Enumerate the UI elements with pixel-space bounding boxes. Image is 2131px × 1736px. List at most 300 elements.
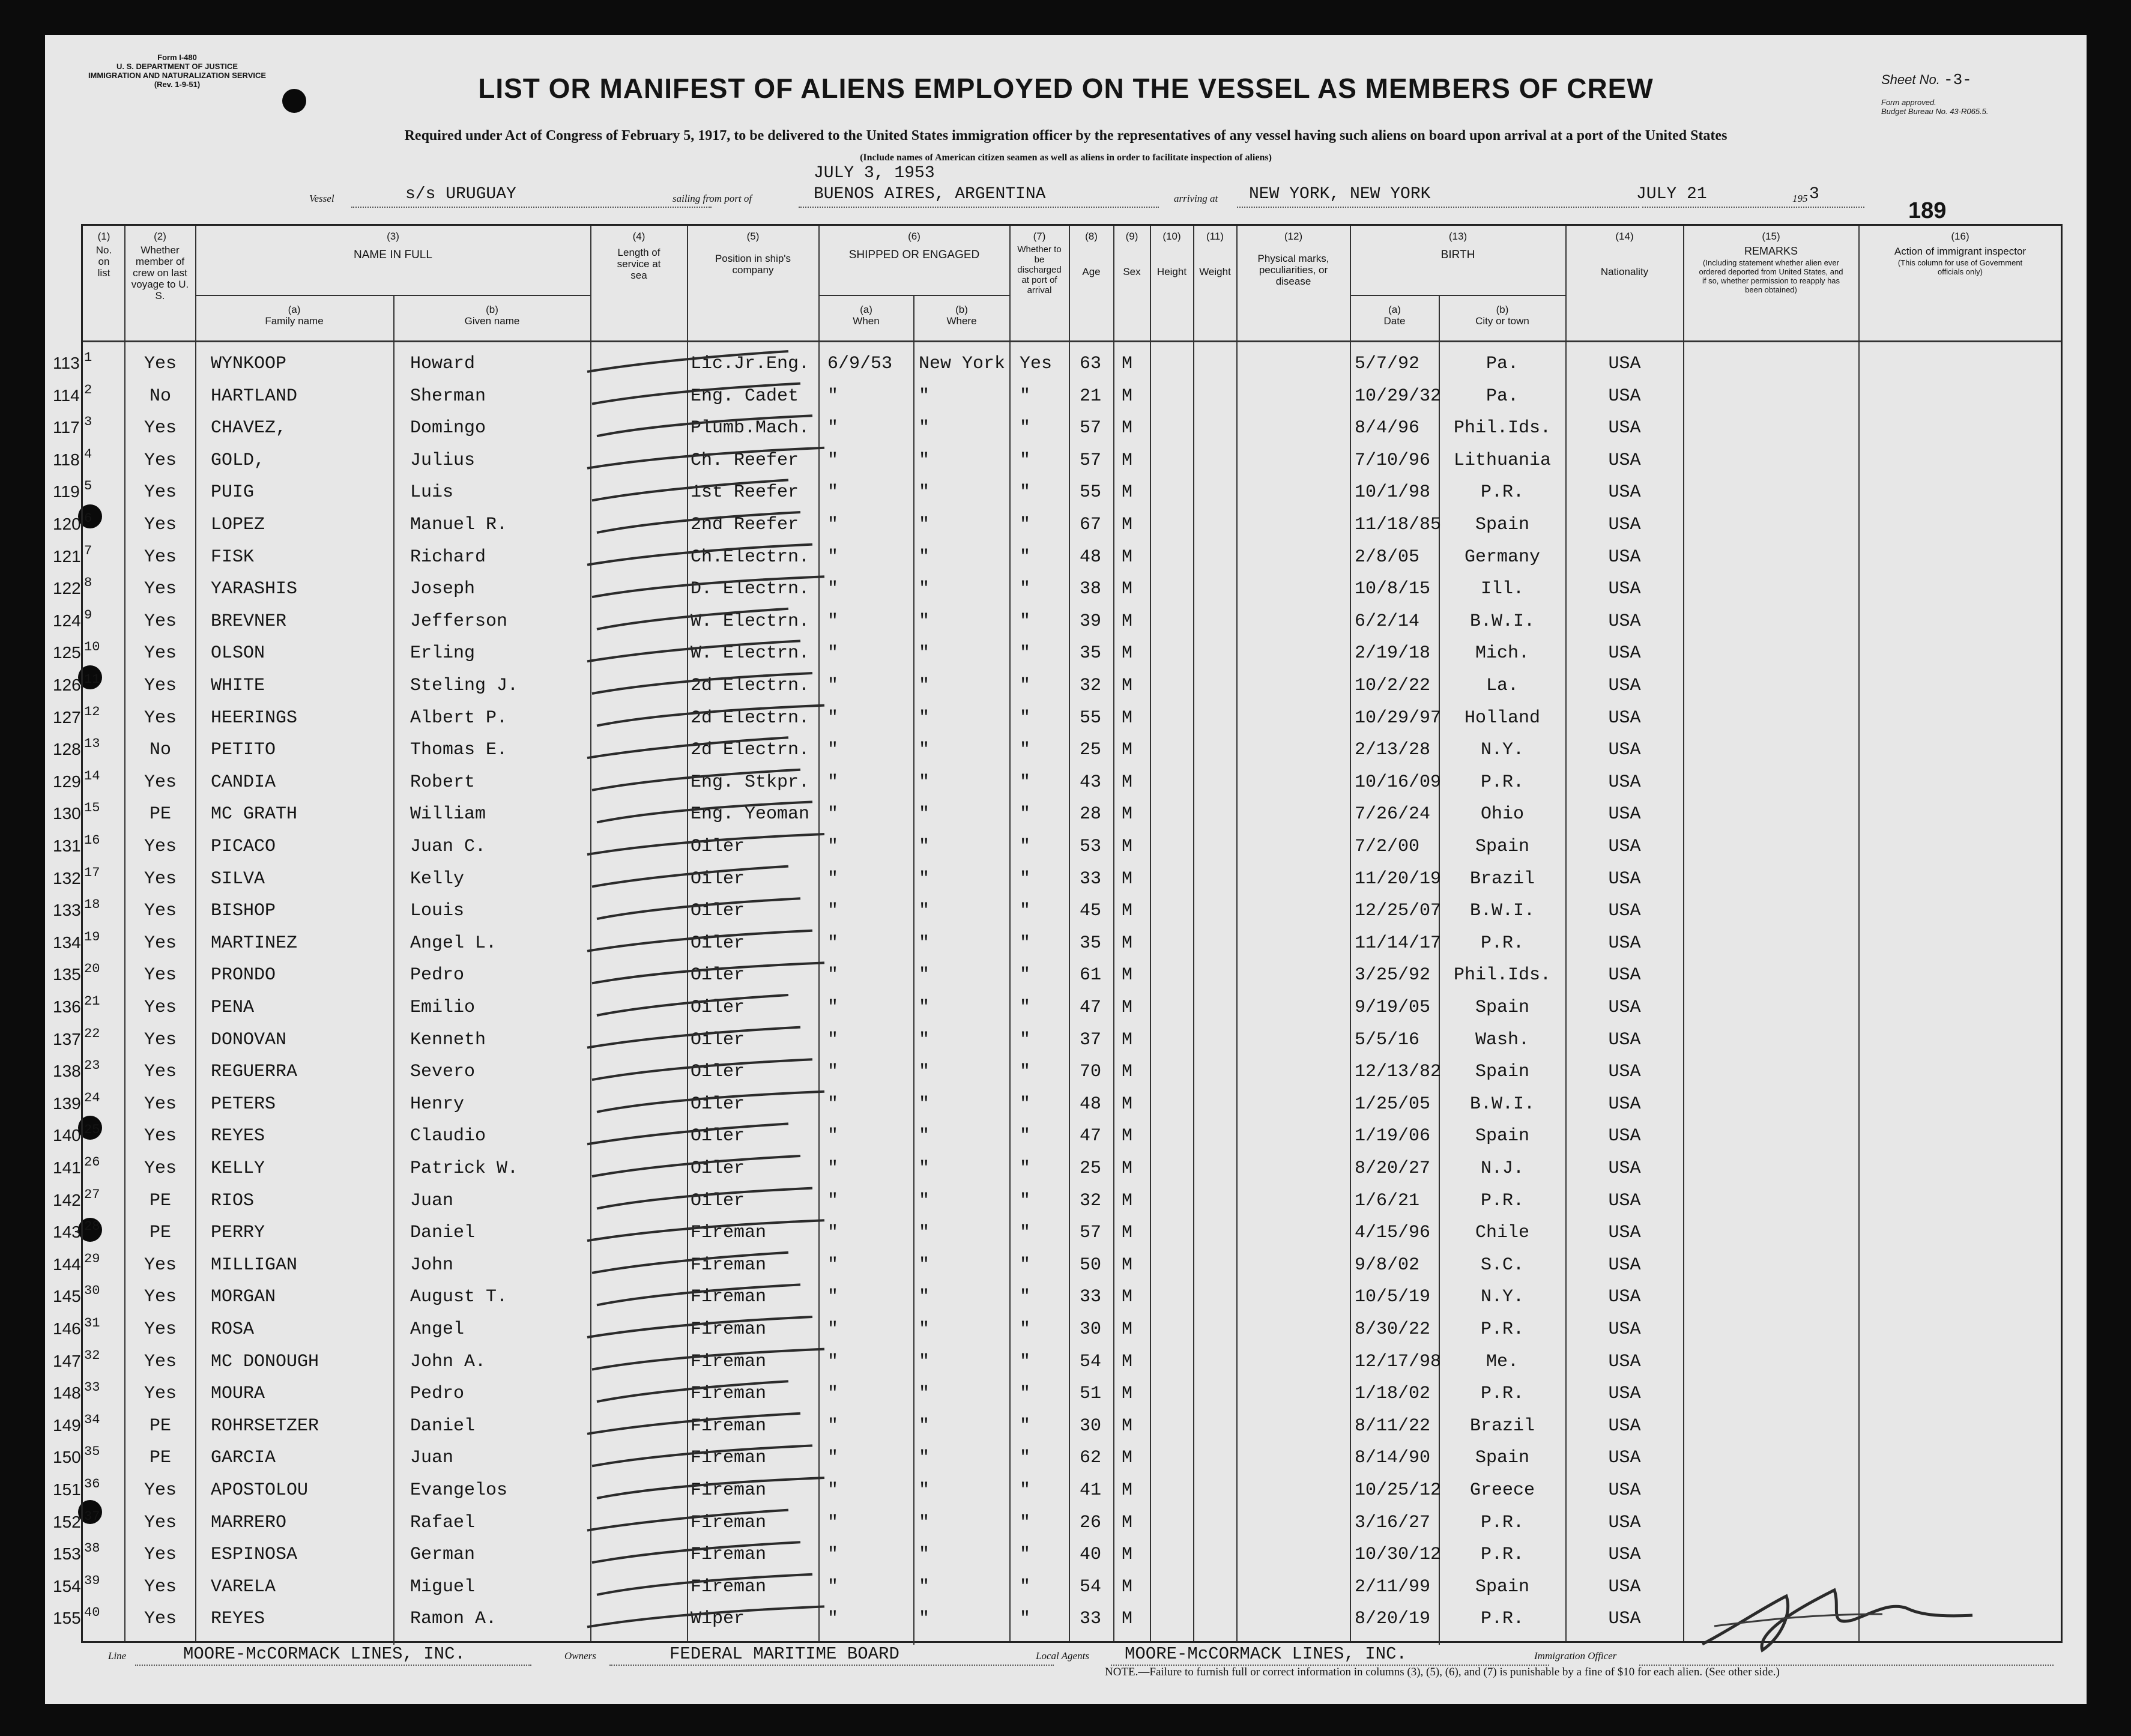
row-when: " (827, 1223, 839, 1244)
row-family: YARASHIS (211, 579, 298, 600)
col-position-header: (5) Position in ship's company (715, 231, 791, 276)
row-bplace: Spain (1475, 836, 1529, 857)
row-bplace: B.W.I. (1469, 901, 1535, 922)
row-bplace: Holland (1464, 707, 1541, 728)
row-when: " (827, 933, 839, 954)
row-prev: Yes (144, 1126, 177, 1147)
row-discharge: " (1020, 707, 1031, 728)
row-discharge: " (1020, 1062, 1031, 1083)
row-bplace: Ill. (1480, 579, 1524, 600)
table-row (53, 1026, 2061, 1062)
pencil-page-number: 189 (1908, 198, 1947, 223)
row-discharge: " (1020, 386, 1031, 407)
row-where: " (919, 1544, 930, 1565)
row-ref-number: 113 (53, 354, 80, 372)
owners-value: FEDERAL MARITIME BOARD (670, 1644, 899, 1664)
row-list-number: 32 (84, 1347, 100, 1363)
row-list-number: 15 (84, 800, 100, 816)
row-when: " (827, 1609, 839, 1630)
row-family: SILVA (211, 868, 265, 889)
row-nat: USA (1608, 1512, 1641, 1533)
row-nat: USA (1608, 676, 1641, 696)
pencil-stroke (587, 931, 812, 951)
row-prev: Yes (144, 611, 177, 632)
row-bplace: Spain (1475, 997, 1529, 1018)
officer-label: Immigration Officer (1534, 1650, 1617, 1662)
row-list-number: 20 (84, 961, 100, 977)
row-given: Pedro (410, 1384, 465, 1405)
row-where: " (919, 1351, 930, 1372)
row-where: New York (919, 354, 1006, 374)
row-family: GARCIA (211, 1448, 276, 1469)
row-position: Fireman (691, 1384, 767, 1405)
pencil-stroke (597, 802, 812, 825)
row-prev: PE (149, 1415, 171, 1436)
row-bdate: 7/2/00 (1355, 836, 1420, 857)
row-nat: USA (1608, 482, 1641, 503)
row-position: Oiler (691, 901, 745, 922)
row-family: PRONDO (211, 965, 276, 986)
row-list-number: 37 (84, 1508, 100, 1524)
row-ref-number: 130 (53, 804, 81, 823)
row-discharge: " (1020, 868, 1031, 889)
col-sex-header: (9) Sex (1123, 231, 1141, 277)
row-bdate: 5/7/92 (1355, 354, 1420, 374)
table-row (53, 1347, 2061, 1384)
row-ref-number: 119 (53, 482, 80, 501)
row-bplace: Brazil (1469, 868, 1535, 889)
crew-table (53, 224, 2063, 1643)
row-nat: USA (1608, 965, 1641, 986)
line-value: MOORE-McCORMACK LINES, INC. (183, 1644, 465, 1664)
row-bplace: Mich. (1475, 643, 1529, 664)
row-when: " (827, 482, 839, 503)
service: IMMIGRATION AND NATURALIZATION SERVICE (88, 71, 267, 80)
row-family: ROHRSETZER (211, 1415, 319, 1436)
row-nat: USA (1608, 1415, 1641, 1436)
row-sex: M (1122, 611, 1133, 632)
row-age: 57 (1080, 418, 1102, 439)
row-when: " (827, 1029, 839, 1050)
row-when: " (827, 611, 839, 632)
row-given: John A. (410, 1351, 486, 1372)
row-position: Fireman (691, 1254, 767, 1275)
row-list-number: 10 (84, 640, 100, 655)
row-discharge: " (1020, 1223, 1031, 1244)
row-bplace: Spain (1475, 1126, 1529, 1147)
row-discharge: " (1020, 804, 1031, 825)
row-where: " (919, 1448, 930, 1469)
row-bdate: 4/15/96 (1355, 1223, 1431, 1244)
row-position: 2d Electrn. (691, 676, 810, 696)
row-nat: USA (1608, 1126, 1641, 1147)
row-prev: PE (149, 1223, 171, 1244)
row-age: 30 (1080, 1319, 1102, 1340)
row-list-number: 1 (84, 350, 92, 365)
row-nat: USA (1608, 1158, 1641, 1179)
row-bdate: 8/30/22 (1355, 1319, 1431, 1340)
row-nat: USA (1608, 772, 1641, 793)
page-title: LIST OR MANIFEST OF ALIENS EMPLOYED ON THE VESSEL AS MEMBERS OF CREW (478, 73, 1654, 104)
row-prev: Yes (144, 1254, 177, 1275)
row-given: Pedro (410, 965, 465, 986)
table-row (53, 1090, 2061, 1126)
row-prev: Yes (144, 772, 177, 793)
row-prev: PE (149, 1190, 171, 1211)
row-age: 38 (1080, 579, 1102, 600)
row-position: Oiler (691, 965, 745, 986)
row-list-number: 38 (84, 1541, 100, 1556)
table-row (53, 865, 2061, 901)
row-list-number: 36 (84, 1477, 100, 1492)
row-list-number: 2 (84, 382, 92, 398)
row-when: " (827, 1158, 839, 1179)
row-position: Lic.Jr.Eng. (691, 354, 810, 374)
row-bplace: La. (1486, 676, 1519, 696)
row-ref-number: 136 (53, 997, 81, 1016)
row-bdate: 1/25/05 (1355, 1093, 1431, 1114)
row-prev: Yes (144, 354, 177, 374)
row-ref-number: 144 (53, 1254, 81, 1274)
row-nat: USA (1608, 643, 1641, 664)
row-position: Oiler (691, 997, 745, 1018)
row-position: Oiler (691, 1062, 745, 1083)
row-list-number: 35 (84, 1444, 100, 1460)
row-given: Louis (410, 901, 465, 922)
row-ref-number: 120 (53, 515, 81, 533)
row-age: 62 (1080, 1448, 1102, 1469)
pencil-stroke (592, 963, 824, 986)
row-age: 25 (1080, 1158, 1102, 1179)
pencil-stroke (587, 351, 788, 372)
row-age: 51 (1080, 1384, 1102, 1405)
row-ref-number: 138 (53, 1062, 81, 1081)
form-number: Form I-480 (157, 53, 197, 62)
row-age: 57 (1080, 1223, 1102, 1244)
row-sex: M (1122, 546, 1133, 567)
row-discharge: " (1020, 1544, 1031, 1565)
row-position: Plumb.Mach. (691, 418, 810, 439)
table-row (53, 1380, 2061, 1415)
row-discharge: " (1020, 1093, 1031, 1114)
row-sex: M (1122, 707, 1133, 728)
row-family: PENA (211, 997, 255, 1018)
row-ref-number: 150 (53, 1448, 81, 1467)
row-prev: Yes (144, 1609, 177, 1630)
row-position: Wiper (691, 1609, 745, 1630)
row-position: Fireman (691, 1319, 767, 1340)
row-ref-number: 153 (53, 1544, 81, 1564)
pencil-stroke (597, 609, 788, 629)
row-family: MC GRATH (211, 804, 298, 825)
pencil-stroke (587, 1220, 824, 1244)
row-given: German (410, 1544, 476, 1565)
row-position: Eng. Yeoman (691, 804, 810, 825)
table-row (53, 1316, 2061, 1351)
col-shipped-header: (6) SHIPPED OR ENGAGED (848, 231, 980, 261)
row-when: " (827, 1415, 839, 1436)
row-nat: USA (1608, 933, 1641, 954)
row-when: " (827, 579, 839, 600)
row-ref-number: 132 (53, 868, 81, 888)
vessel-label: Vessel (309, 193, 334, 204)
row-bplace: Spain (1475, 515, 1529, 535)
row-family: MOURA (211, 1384, 265, 1405)
row-position: Fireman (691, 1351, 767, 1372)
row-bplace: Spain (1475, 1448, 1529, 1469)
row-family: PERRY (211, 1223, 265, 1244)
row-bplace: Chile (1475, 1223, 1529, 1244)
row-position: 1st Reefer (691, 482, 799, 503)
row-bdate: 11/20/19 (1355, 868, 1442, 889)
row-bplace: Me. (1486, 1351, 1519, 1372)
row-ref-number: 117 (53, 418, 80, 437)
row-family: MARRERO (211, 1512, 287, 1533)
row-list-number: 31 (84, 1316, 100, 1331)
row-list-number: 17 (84, 865, 100, 880)
row-sex: M (1122, 836, 1133, 857)
table-row (53, 672, 2061, 707)
sheet-value: -3- (1943, 71, 1972, 89)
row-list-number: 25 (84, 1122, 100, 1138)
row-sex: M (1122, 1190, 1133, 1211)
row-ref-number: 129 (53, 772, 81, 791)
row-prev: No (149, 740, 171, 761)
revision: (Rev. 1-9-51) (154, 80, 201, 89)
pencil-stroke (597, 1092, 824, 1112)
act-statement: Required under Act of Congress of February 5, 1917, to be delivered to the United States immigration officer by the representatives of any vessel having such aliens on board upon arrival at a port of the United States (404, 128, 1727, 144)
row-age: 25 (1080, 740, 1102, 761)
row-prev: Yes (144, 707, 177, 728)
agents-label: Local Agents (1036, 1650, 1089, 1662)
row-position: 2d Electrn. (691, 707, 810, 728)
row-ref-number: 124 (53, 611, 81, 630)
row-nat: USA (1608, 836, 1641, 857)
row-prev: Yes (144, 997, 177, 1018)
row-ref-number: 121 (53, 546, 81, 566)
row-bdate: 3/25/92 (1355, 965, 1431, 986)
row-age: 33 (1080, 1287, 1102, 1308)
row-position: Oiler (691, 836, 745, 857)
row-family: APOSTOLOU (211, 1480, 309, 1501)
row-prev: Yes (144, 1158, 177, 1179)
row-sex: M (1122, 997, 1133, 1018)
row-sex: M (1122, 1158, 1133, 1179)
table-row (53, 833, 2061, 868)
pencil-stroke (587, 1606, 824, 1630)
row-list-number: 13 (84, 736, 100, 752)
row-given: Julius (410, 450, 476, 471)
row-bdate: 8/4/96 (1355, 418, 1420, 439)
sailing-label: sailing from port of (673, 193, 752, 204)
row-given: Richard (410, 546, 486, 567)
row-age: 33 (1080, 1609, 1102, 1630)
row-given: Howard (410, 354, 476, 374)
row-when: " (827, 1254, 839, 1275)
row-age: 67 (1080, 515, 1102, 535)
row-when: " (827, 515, 839, 535)
row-sex: M (1122, 450, 1133, 471)
row-given: Robert (410, 772, 476, 793)
row-bdate: 2/13/28 (1355, 740, 1431, 761)
row-family: REYES (211, 1126, 265, 1147)
row-family: MORGAN (211, 1287, 276, 1308)
row-prev: Yes (144, 901, 177, 922)
arrival-date: JULY 21 (1636, 185, 1707, 204)
pencil-stroke (592, 384, 800, 404)
row-bplace: Phil.Ids. (1453, 965, 1552, 986)
row-where: " (919, 740, 930, 761)
row-position: Fireman (691, 1512, 767, 1533)
row-nat: USA (1608, 1190, 1641, 1211)
row-nat: USA (1608, 579, 1641, 600)
row-ref-number: 131 (53, 836, 81, 855)
row-nat: USA (1608, 418, 1641, 439)
col-no-header: (1) No. on list (95, 231, 112, 279)
row-bdate: 8/20/19 (1355, 1609, 1431, 1630)
row-where: " (919, 933, 930, 954)
row-list-number: 8 (84, 575, 92, 591)
row-list-number: 23 (84, 1058, 100, 1074)
row-sex: M (1122, 740, 1133, 761)
col-height-header: (10) Height (1156, 231, 1187, 277)
pencil-stroke (592, 480, 788, 500)
row-prev: Yes (144, 579, 177, 600)
row-family: MILLIGAN (211, 1254, 298, 1275)
row-ref-number: 151 (53, 1480, 81, 1499)
row-discharge: " (1020, 1384, 1031, 1405)
col-given-name-header: (b) Given name (464, 304, 520, 327)
row-list-number: 11 (84, 672, 100, 687)
row-sex: M (1122, 676, 1133, 696)
row-when: " (827, 1062, 839, 1083)
row-where: " (919, 1158, 930, 1179)
row-given: Erling (410, 643, 476, 664)
row-when: " (827, 1351, 839, 1372)
col-where-header: (b) Where (946, 304, 977, 327)
row-when: " (827, 772, 839, 793)
row-when: " (827, 707, 839, 728)
row-age: 47 (1080, 1126, 1102, 1147)
row-bplace: P.R. (1480, 933, 1524, 954)
row-list-number: 6 (84, 511, 92, 526)
row-age: 32 (1080, 676, 1102, 696)
row-given: Angel (410, 1319, 465, 1340)
table-row (53, 382, 2061, 418)
row-ref-number: 145 (53, 1287, 81, 1306)
table-row (53, 479, 2061, 514)
row-where: " (919, 611, 930, 632)
row-nat: USA (1608, 1448, 1641, 1469)
row-when: " (827, 1480, 839, 1501)
pencil-stroke (592, 1445, 812, 1469)
row-age: 48 (1080, 1093, 1102, 1114)
row-sex: M (1122, 1448, 1133, 1469)
pencil-stroke (597, 1381, 788, 1405)
col-nationality-header: (14) Nationality (1600, 231, 1649, 277)
row-prev: Yes (144, 1029, 177, 1050)
row-bdate: 10/16/09 (1355, 772, 1442, 793)
row-bdate: 8/20/27 (1355, 1158, 1431, 1179)
row-ref-number: 122 (53, 579, 81, 598)
row-bdate: 12/17/98 (1355, 1351, 1442, 1372)
row-where: " (919, 482, 930, 503)
row-sex: M (1122, 643, 1133, 664)
row-nat: USA (1608, 1609, 1641, 1630)
row-sex: M (1122, 965, 1133, 986)
row-ref-number: 146 (53, 1319, 81, 1338)
row-list-number: 14 (84, 768, 100, 784)
row-discharge: " (1020, 772, 1031, 793)
row-position: 2d Electrn. (691, 740, 810, 761)
row-nat: USA (1608, 546, 1641, 567)
row-bplace: Spain (1475, 1062, 1529, 1083)
row-when: " (827, 546, 839, 567)
row-discharge: " (1020, 515, 1031, 535)
row-when: 6/9/53 (827, 354, 893, 374)
row-list-number: 19 (84, 929, 100, 945)
row-nat: USA (1608, 997, 1641, 1018)
row-sex: M (1122, 901, 1133, 922)
row-discharge: " (1020, 1512, 1031, 1533)
row-nat: USA (1608, 354, 1641, 374)
row-age: 70 (1080, 1062, 1102, 1083)
line-label: Line (108, 1650, 127, 1662)
row-position: Oiler (691, 1158, 745, 1179)
arriving-label: arriving at (1174, 193, 1218, 204)
row-when: " (827, 676, 839, 696)
table-row (53, 1058, 2061, 1093)
row-position: Ch. Reefer (691, 450, 799, 471)
row-family: BREVNER (211, 611, 287, 632)
table-row (53, 961, 2061, 997)
row-list-number: 21 (84, 994, 100, 1009)
row-age: 61 (1080, 965, 1102, 986)
row-bdate: 10/30/12 (1355, 1544, 1442, 1565)
row-family: PICACO (211, 836, 276, 857)
row-prev: Yes (144, 933, 177, 954)
row-bdate: 2/19/18 (1355, 643, 1431, 664)
row-list-number: 27 (84, 1187, 100, 1202)
row-nat: USA (1608, 1480, 1641, 1501)
row-bplace: Greece (1469, 1480, 1535, 1501)
pencil-stroke (592, 1059, 812, 1083)
row-nat: USA (1608, 1576, 1641, 1597)
row-bplace: N.J. (1480, 1158, 1524, 1179)
pencil-stroke (592, 576, 824, 600)
pencil-stroke (587, 834, 824, 854)
col-discharge-header: (7) Whether to be discharged at port of arrival (1017, 231, 1062, 295)
table-row (53, 350, 2061, 386)
row-family: VARELA (211, 1576, 276, 1597)
row-discharge: Yes (1020, 354, 1053, 374)
row-where: " (919, 450, 930, 471)
row-prev: Yes (144, 1576, 177, 1597)
row-when: " (827, 1190, 839, 1211)
vessel-value: s/s URUGUAY (405, 185, 516, 204)
row-position: Oiler (691, 1029, 745, 1050)
table-row (53, 929, 2061, 965)
pencil-stroke (597, 1574, 812, 1595)
row-ref-number: 114 (53, 386, 80, 405)
row-bdate: 7/26/24 (1355, 804, 1431, 825)
row-discharge: " (1020, 450, 1031, 471)
table-row (53, 575, 2061, 611)
row-discharge: " (1020, 546, 1031, 567)
row-discharge: " (1020, 1480, 1031, 1501)
row-age: 37 (1080, 1029, 1102, 1050)
row-when: " (827, 1576, 839, 1597)
